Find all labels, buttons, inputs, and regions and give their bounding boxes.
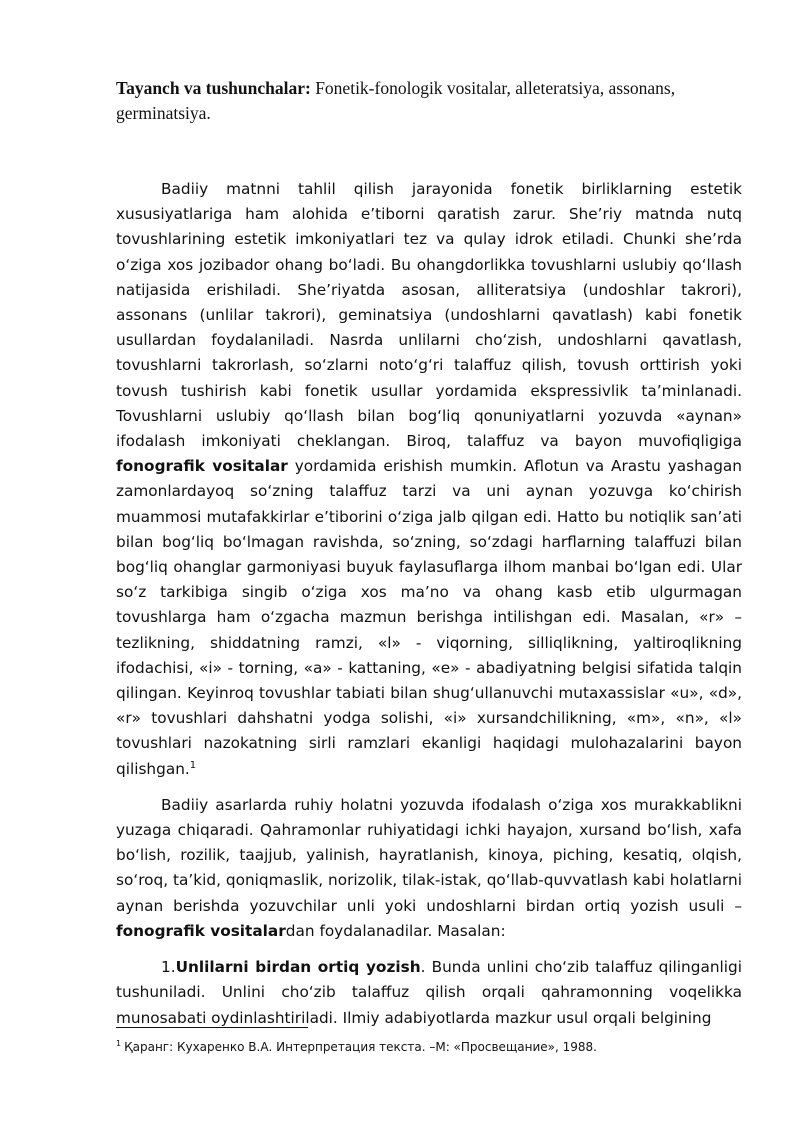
paragraph-1-text-b: yordamida erishish mumkin. Aflotun va Arastu yashagan zamonlardayoq so‘zning talaffuz tarzi va uni aynan yozuvga ko‘chirish muammosi mutafakkirlar e’tiborini o‘ziga jalb qilgan edi. Hatto bu notiqlik san’ati bilan bog‘liq bo‘lmagan ravishda, so‘zning, so‘zdagi harflarning talaffuzi bilan bog‘liq ohanglar garmoniyasi buyuk faylasuflarga ilhom manbai bo‘lgan edi. Ular so‘z tarkibiga singib o‘ziga xos ma’no va ohang kasb etib ulgurmagan tovushlarga ham o‘zgacha mazmun berishga intilishgan edi. Masalan, «r» – tezlikning, shiddatning ramzi, «l» - viqorning, silliqlikning, yaltiroqlikning ifodachisi, «i» - torning, «a» - kattaning, «e» - abadiyatning belgisi sifatida talqin qilingan. Keyinroq tovushlar tabiati bilan shug‘ullanuvchi mutaxassislar «u», «d», «r» tovushlari dahshatni yodga solishi, «i» xursandchilikning, «m», «n», «l» tovushlari nazokatning sirli ramzlari ekanligi haqidagi mulohazalarini bayon qilishgan. bbox=[116, 457, 742, 778]
keywords-text: Fonetik-fonologik vositalar, alleteratsiya, assonans, germinatsiya. bbox=[116, 78, 676, 123]
paragraph-2-text-b: dan foydalanadilar. Masalan: bbox=[285, 921, 506, 940]
paragraph-1-bold-term: fonografik vositalar bbox=[116, 457, 288, 476]
body-text bbox=[116, 177, 742, 1042]
paragraph-1 bbox=[116, 177, 742, 782]
paragraph-3-number: 1. bbox=[161, 958, 176, 977]
paragraph-3-text: . Bunda unlini cho‘zib talaffuz qilinganligi tushuniladi. Unlini cho‘zib talaffuz qilish orqali qahramonning voqelikka munosabati oydinlashtiriladi. Ilmiy adabiyotlarda mazkur usul orqali belgining bbox=[116, 958, 742, 1027]
footnote-reference: 1 bbox=[189, 759, 197, 771]
paragraph-3-bold-heading: Unlilarni birdan ortiq yozish bbox=[175, 958, 421, 977]
footnote-number: 1 bbox=[116, 1039, 122, 1048]
keywords-label: Tayanch va tushunchalar: bbox=[116, 78, 311, 98]
keywords-line bbox=[116, 76, 726, 126]
paragraph-2 bbox=[116, 793, 742, 944]
footnote bbox=[116, 1038, 746, 1056]
paragraph-1-text-a: Badiiy matnni tahlil qilish jarayonida fonetik birliklarning estetik xususiyatlariga ham alohida e’tiborni qaratish zarur. She’riy matnda nutq tovushlarining estetik imkoniyatlari tez va qulay idrok etiladi. Chunki she’rda o‘ziga xos jozibador ohang bo‘ladi. Bu ohangdorlikka tovushlarni uslubiy qo‘llash natijasida erishiladi. She’riyatda asosan, alliteratsiya (undoshlar takrori), assonans (unlilar takrori), geminatsiya (undoshlarni qavatlash) kabi fonetik usullardan foydalaniladi. Nasrda unlilarni cho‘zish, undoshlarni qavatlash, tovushlarni takrorlash, so‘zlarni noto‘g‘ri talaffuz qilish, tovush orttirish yoki tovush tushirish kabi fonetik usullar yordamida ekspressivlik ta’minlanadi. Tovushlarni uslubiy qo‘llash bilan bog‘liq qonuniyatlarni yozuvda «aynan» ifodalash imkoniyati cheklangan. Biroq, talaffuz va bayon muvofiqligiga bbox=[116, 180, 742, 451]
paragraph-3 bbox=[116, 955, 742, 1031]
footnote-text: Қаранг: Кухаренко В.А. Интерпретация текста. –М: «Просвещание», 1988. bbox=[124, 1040, 597, 1054]
paragraph-2-text-a: Badiiy asarlarda ruhiy holatni yozuvda ifodalash o‘ziga xos murakkablikni yuzaga chiqaradi. Qahramonlar ruhiyatidagi ichki hayajon, xursand bo‘lish, xafa bo‘lish, rozilik, taajjub, yalinish, hayratlanish, kinoya, piching, kesatiq, olqish, so‘roq, ta’kid, qoniqmaslik, norizolik, tilak-istak, qo‘llab-quvvatlash kabi holatlarni aynan berishda yozuvchilar unli yoki undoshlarni birdan ortiq yozish usuli – bbox=[116, 795, 742, 915]
footnote-separator bbox=[116, 1027, 308, 1028]
paragraph-2-bold-term: fonografik vositalar bbox=[116, 921, 286, 940]
